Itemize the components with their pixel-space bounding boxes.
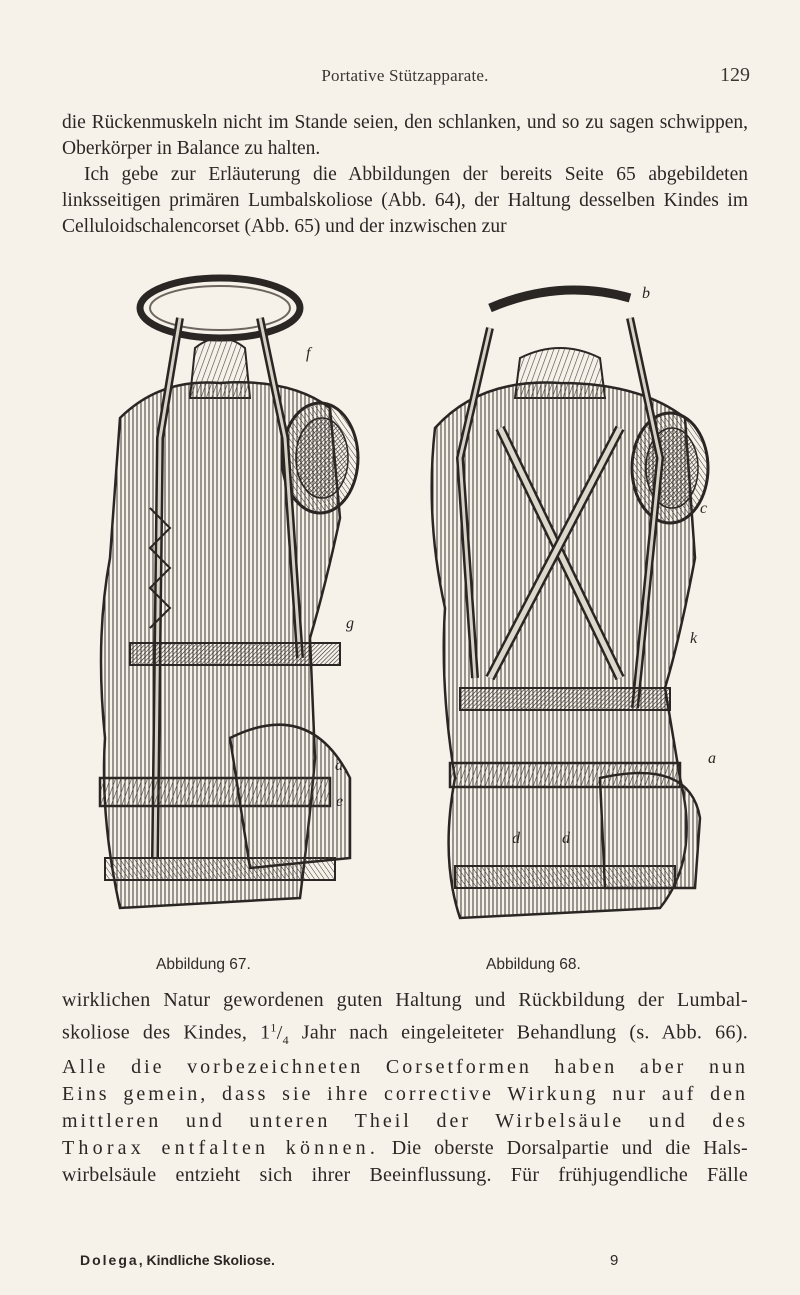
- label-d-1: d: [512, 830, 520, 847]
- label-d-2: d: [562, 830, 570, 847]
- bottom-line-5: mittleren und unteren Theil der Wirbelsäule und des: [62, 1109, 748, 1132]
- signature-number: 9: [610, 1252, 619, 1269]
- label-e: e: [336, 793, 344, 810]
- label-b: b: [642, 285, 650, 302]
- bottom-line-2-start: skoliose des Kindes, 1: [62, 1021, 271, 1044]
- figure-67-drawing: [100, 278, 358, 908]
- paragraph-bottom: [62, 987, 748, 1189]
- bottom-line-4: Eins gemein, dass sie ihre corrective Wirkung nur auf den: [62, 1082, 748, 1105]
- caption-figure-67: Abbildung 67.: [156, 956, 251, 973]
- label-f: f: [306, 345, 311, 362]
- running-title: Portative Stützapparate.: [321, 66, 489, 85]
- bottom-line-2-end: Jahr nach eingeleiteter Behandlung (s. Abb. 66).: [288, 1021, 749, 1044]
- label-a: a: [335, 757, 343, 774]
- footer-book: , Kindliche Skoliose.: [138, 1252, 275, 1268]
- bottom-line-6: [62, 1135, 748, 1162]
- footer-author: Dolega: [80, 1252, 139, 1268]
- bottom-line-6-spaced: Thorax entfalten können.: [62, 1136, 380, 1159]
- bottom-line-6-rest: Die oberste Dorsalpartie und die Hals-: [379, 1136, 748, 1159]
- fraction: $^1/_4$: [270, 1020, 289, 1047]
- paragraph-2: Ich gebe zur Erläuterung die Abbildungen der bereits Seite 65 abgebildeten linksseitigen primären Lumbalskoliose (Abb. 64), der Haltung desselben Kindes im Celluloidschalencorset (Abb. 65) und der inzwischen zur: [62, 164, 748, 237]
- caption-figure-68: Abbildung 68.: [486, 956, 581, 973]
- figure-68-drawing: [432, 285, 716, 918]
- paragraph-top: [62, 110, 748, 240]
- bottom-line-3: Alle die vorbezeichneten Corsetformen haben aber nun: [62, 1055, 748, 1078]
- footer: [80, 1252, 640, 1272]
- label-k: k: [690, 630, 698, 647]
- bottom-line-7: wirbelsäule entzieht sich ihrer Beeinflussung. Für frühjugendliche Fälle: [62, 1163, 748, 1186]
- paragraph-1: die Rückenmuskeln nicht im Stande seien, den schlanken, und so zu sagen schwippen, Oberkörper in Balance zu halten.: [62, 112, 748, 159]
- label-a-right: a: [708, 750, 716, 767]
- running-head: [60, 62, 750, 92]
- figure-area: [60, 258, 750, 958]
- label-g: g: [346, 615, 354, 632]
- page-number: 129: [720, 64, 750, 86]
- corset-illustrations: [60, 258, 750, 958]
- footer-reference: [80, 1252, 275, 1268]
- label-c: c: [700, 500, 708, 517]
- bottom-line-1: wirklichen Natur gewordenen guten Haltung und Rückbildung der Lumbal-: [62, 989, 748, 1011]
- bottom-line-2: [62, 1014, 748, 1054]
